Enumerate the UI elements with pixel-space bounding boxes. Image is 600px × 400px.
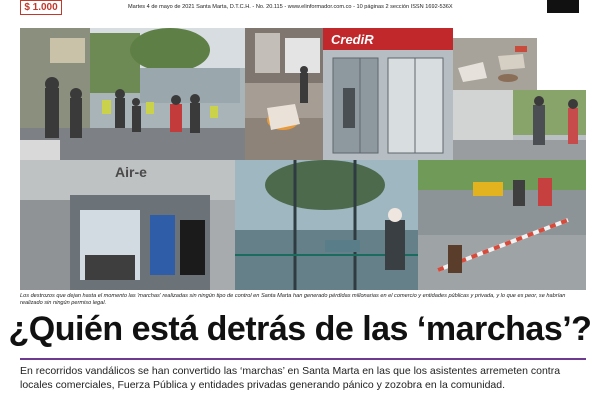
photo-street-barrier-image: [418, 160, 586, 290]
pages-text: 10 páginas 2 sección: [356, 4, 410, 10]
separator: -: [252, 4, 255, 10]
city-text: Santa Marta, D.T.C.H.: [196, 4, 251, 10]
headline-rule: [20, 358, 586, 360]
date-text: Martes 4 de mayo de 2021: [128, 4, 195, 10]
photo-bank-facade-image: [323, 28, 453, 160]
site-url: www.elinformador.com.co: [287, 4, 352, 10]
masthead-corner-block: [547, 0, 579, 13]
separator: -: [353, 4, 355, 10]
photo-broken-glass-image: [235, 160, 418, 290]
photo-aire-office: [20, 160, 235, 290]
headline: ¿Quién está detrás de las ‘marchas’?: [8, 310, 592, 348]
photo-bank-facade: [323, 28, 453, 160]
photo-broken-glass: [235, 160, 418, 290]
issue-number: No. 20.115: [255, 4, 283, 10]
photo-street-right-image: [453, 90, 586, 160]
price-box: $ 1.000: [20, 0, 62, 15]
issn-text: ISSN 1692-536X: [410, 4, 453, 10]
photo-street-protest-image: [20, 28, 245, 160]
photo-debris: [453, 38, 537, 90]
photo-street-right: [453, 90, 586, 160]
photo-fire: [245, 28, 323, 160]
aire-sign-text: Air-e: [115, 164, 147, 180]
lede-paragraph: En recorridos vandálicos se han convertido las ‘marchas’ en Santa Marta en las que los asistentes arremeten contra locales comerciales, Fuerza Pública y entidades privadas generando pánico y zozobra en la comunidad.: [20, 365, 561, 391]
separator: -: [284, 4, 287, 10]
photo-street-barrier: [418, 160, 586, 290]
photo-street-protest: [20, 28, 245, 160]
photo-fire-image: [245, 28, 323, 160]
photo-caption: Los destrozos que dejan hasta el momento las 'marchas' realizadas sin ningún tipo de control en Santa Marta han generado pérdidas millonarias en el comercio y entidades públicas y privada, y lo que es peor, se habrían realizado sin ningún permiso legal.: [20, 293, 566, 306]
bank-sign-text: CrediR: [331, 32, 374, 47]
masthead-line: [128, 4, 453, 10]
photo-debris-image: [453, 38, 537, 90]
